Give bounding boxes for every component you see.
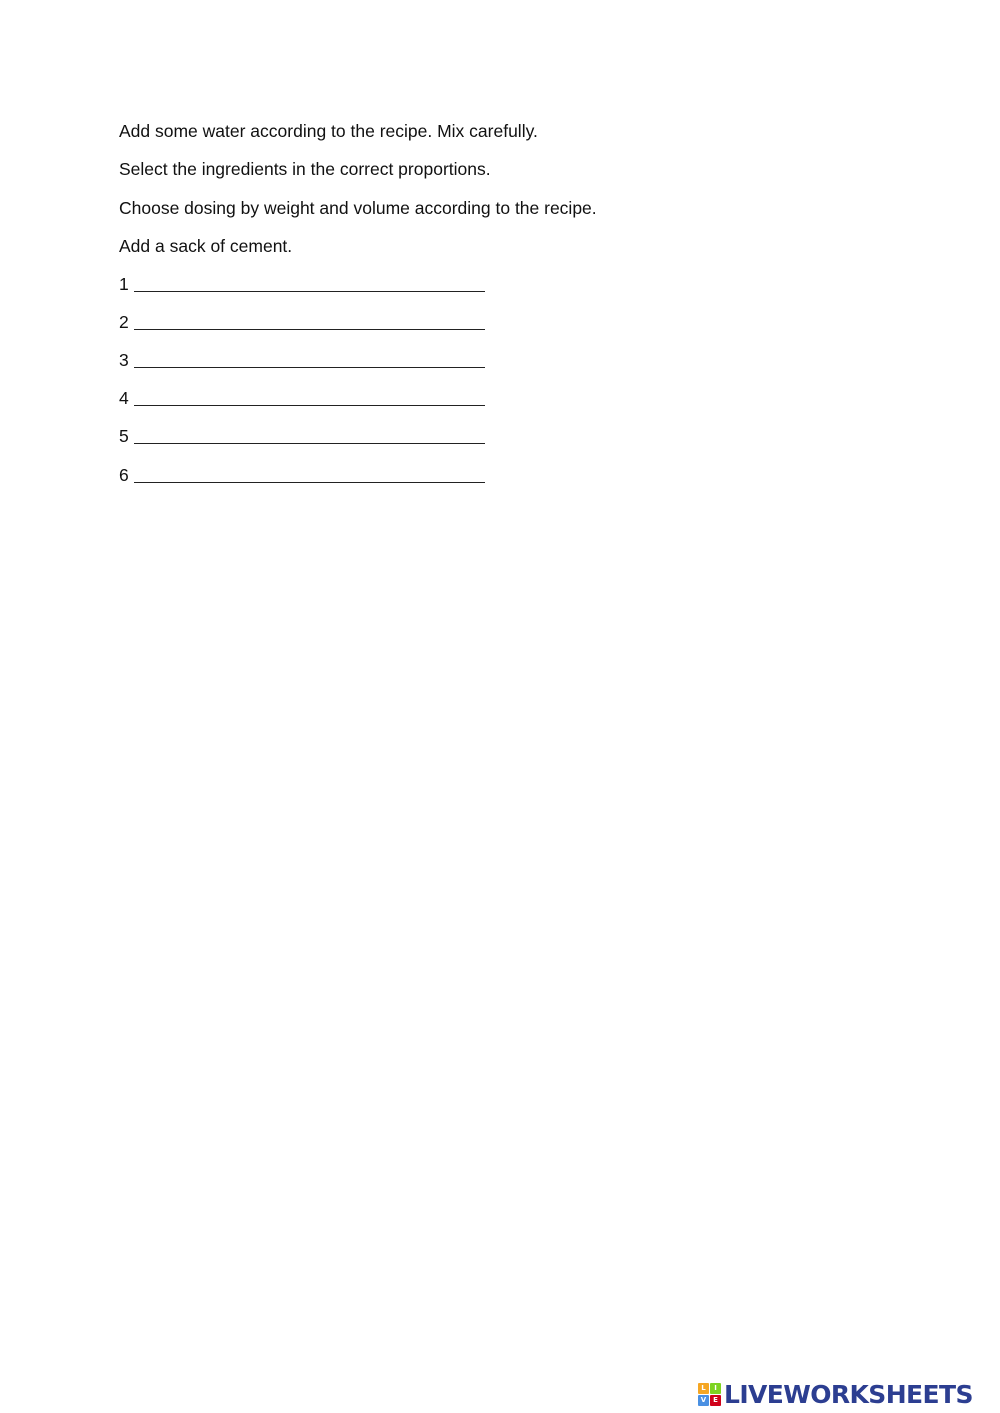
answer-blank[interactable] <box>134 443 485 444</box>
answer-blank[interactable] <box>134 329 485 330</box>
sentence-2: Select the ingredients in the correct proportions. <box>119 159 491 179</box>
answer-number: 3 <box>119 350 129 370</box>
answer-row-3 <box>119 349 489 371</box>
answer-blank[interactable] <box>134 291 485 292</box>
answer-number: 2 <box>119 312 129 332</box>
answer-row-6 <box>119 464 489 486</box>
sentence-1: Add some water according to the recipe. Mix carefully. <box>119 121 538 141</box>
sentence-3: Choose dosing by weight and volume according to the recipe. <box>119 198 597 218</box>
sentence-4: Add a sack of cement. <box>119 236 293 256</box>
logo-mark-tile: L <box>698 1383 709 1394</box>
logo-mark-icon <box>698 1383 721 1406</box>
answer-row-2 <box>119 311 489 333</box>
answer-row-5 <box>119 425 489 447</box>
answer-blank[interactable] <box>134 405 485 406</box>
answer-number: 5 <box>119 426 129 446</box>
answer-number: 4 <box>119 388 129 408</box>
logo-text: LIVEWORKSHEETS <box>724 1379 973 1409</box>
answer-number: 1 <box>119 274 129 294</box>
answer-row-4 <box>119 387 489 409</box>
liveworksheets-logo <box>698 1378 973 1410</box>
logo-mark-tile: I <box>710 1383 721 1394</box>
logo-mark-tile: V <box>698 1395 709 1406</box>
answer-blank[interactable] <box>134 367 485 368</box>
answer-blank[interactable] <box>134 482 485 483</box>
answer-row-1 <box>119 273 489 295</box>
logo-mark-tile: E <box>710 1395 721 1406</box>
answer-number: 6 <box>119 465 129 485</box>
